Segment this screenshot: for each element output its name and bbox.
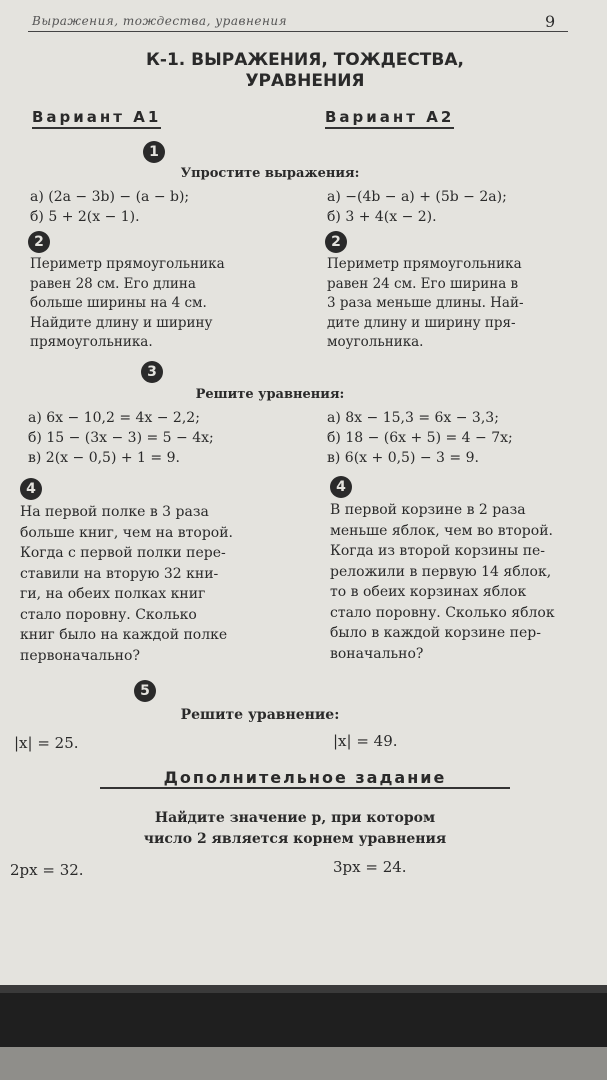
task-2-number-v2: 2 <box>325 231 347 253</box>
text-line: стало поровну. Сколько яблок <box>330 604 555 621</box>
task-5-variant-1: |x| = 25. <box>14 734 79 752</box>
page-edge <box>0 985 607 993</box>
task-4-variant-2 <box>330 500 585 664</box>
text-line: На первой полке в 3 раза <box>20 504 209 520</box>
expression-line: б) 3 + 4(x − 2). <box>327 209 437 225</box>
extra-variant-1: 2px = 32. <box>10 861 84 879</box>
title-line-2: УРАВНЕНИЯ <box>245 71 365 91</box>
table-surface <box>0 1047 607 1080</box>
task-1-number: 1 <box>143 141 165 163</box>
equation-line: а) 8x − 15,3 = 6x − 3,3; <box>327 410 499 426</box>
page-number: 9 <box>545 12 556 31</box>
text-line: ставили на вторую 32 кни- <box>20 565 219 582</box>
task-5-number: 5 <box>134 680 156 702</box>
variant-a1-heading: Вариант А1 <box>32 108 161 129</box>
equation-line: а) 6x − 10,2 = 4x − 2,2; <box>28 410 200 426</box>
text-line: равен 24 см. Его ширина в <box>327 275 519 292</box>
text-line: меньше яблок, чем во второй. <box>330 522 553 539</box>
task-3-variant-1 <box>28 408 313 468</box>
task-1-heading: Упростите выражения: <box>180 166 360 181</box>
task-1-variant-2 <box>327 187 602 227</box>
extra-variant-2: 3px = 24. <box>333 858 407 876</box>
task-2-number-v1: 2 <box>28 231 50 253</box>
equation-line: б) 18 − (6x + 5) = 4 − 7x; <box>327 430 513 446</box>
task-4-number-v2: 4 <box>330 476 352 498</box>
page-title <box>60 50 550 92</box>
text-line: Найдите длину и ширину <box>30 314 213 331</box>
text-line: Когда из второй корзины пе- <box>330 543 546 559</box>
expression-line: б) 5 + 2(x − 1). <box>30 209 140 225</box>
task-3-heading: Решите уравнения: <box>195 387 345 402</box>
task-2-variant-1 <box>30 255 278 353</box>
text-line: Периметр прямоугольника <box>327 256 522 272</box>
text-line: прямоугольника. <box>30 334 153 350</box>
extra-task-heading: Дополнительное задание <box>100 768 510 789</box>
text-line: стало поровну. Сколько <box>20 606 197 623</box>
text-line: реложили в первую 14 яблок, <box>330 563 552 580</box>
task-1-variant-1 <box>30 187 305 227</box>
variant-a2-heading: Вариант А2 <box>325 108 454 129</box>
task-4-variant-1 <box>20 502 280 666</box>
text-line: книг было на каждой полке <box>20 627 228 643</box>
text-line: воначально? <box>330 645 424 662</box>
task-2-variant-2 <box>327 255 577 353</box>
text-line: ги, на обеих полках книг <box>20 586 206 602</box>
task-4-number-v1: 4 <box>20 478 42 500</box>
equation-line: в) 2(x − 0,5) + 1 = 9. <box>28 450 180 466</box>
equation-line: в) 6(x + 0,5) − 3 = 9. <box>327 450 479 466</box>
prompt-line: число 2 является корнем уравнения <box>143 831 447 847</box>
extra-task-prompt <box>110 808 480 850</box>
expression-line: а) (2a − 3b) − (a − b); <box>30 189 190 205</box>
prompt-line: Найдите значение p, при котором <box>154 810 436 826</box>
text-line: Периметр прямоугольника <box>30 256 225 272</box>
task-5-heading: Решите уравнение: <box>180 707 340 723</box>
running-title: Выражения, тождества, уравнения <box>32 14 288 28</box>
text-line: то в обеих корзинах яблок <box>330 584 527 600</box>
equation-line: б) 15 − (3x − 3) = 5 − 4x; <box>28 430 214 446</box>
page-edge-shadow <box>0 985 607 1080</box>
text-line: было в каждой корзине пер- <box>330 625 541 641</box>
text-line: 3 раза меньше длины. Най- <box>327 295 524 311</box>
text-line: В первой корзине в 2 раза <box>330 502 526 518</box>
title-line-1: К-1. ВЫРАЖЕНИЯ, ТОЖДЕСТВА, <box>146 50 464 70</box>
text-line: моугольника. <box>327 334 424 350</box>
text-line: больше книг, чем на второй. <box>20 524 234 541</box>
text-line: первоначально? <box>20 647 140 664</box>
expression-line: а) −(4b − a) + (5b − 2a); <box>327 189 507 205</box>
task-5-variant-2: |x| = 49. <box>333 732 398 750</box>
header-rule <box>28 31 568 32</box>
text-line: больше ширины на 4 см. <box>30 295 207 311</box>
task-3-variant-2 <box>327 408 602 468</box>
text-line: дите длину и ширину пря- <box>327 314 516 331</box>
text-line: Когда с первой полки пере- <box>20 545 226 561</box>
text-line: равен 28 см. Его длина <box>30 275 196 292</box>
task-3-number: 3 <box>141 361 163 383</box>
